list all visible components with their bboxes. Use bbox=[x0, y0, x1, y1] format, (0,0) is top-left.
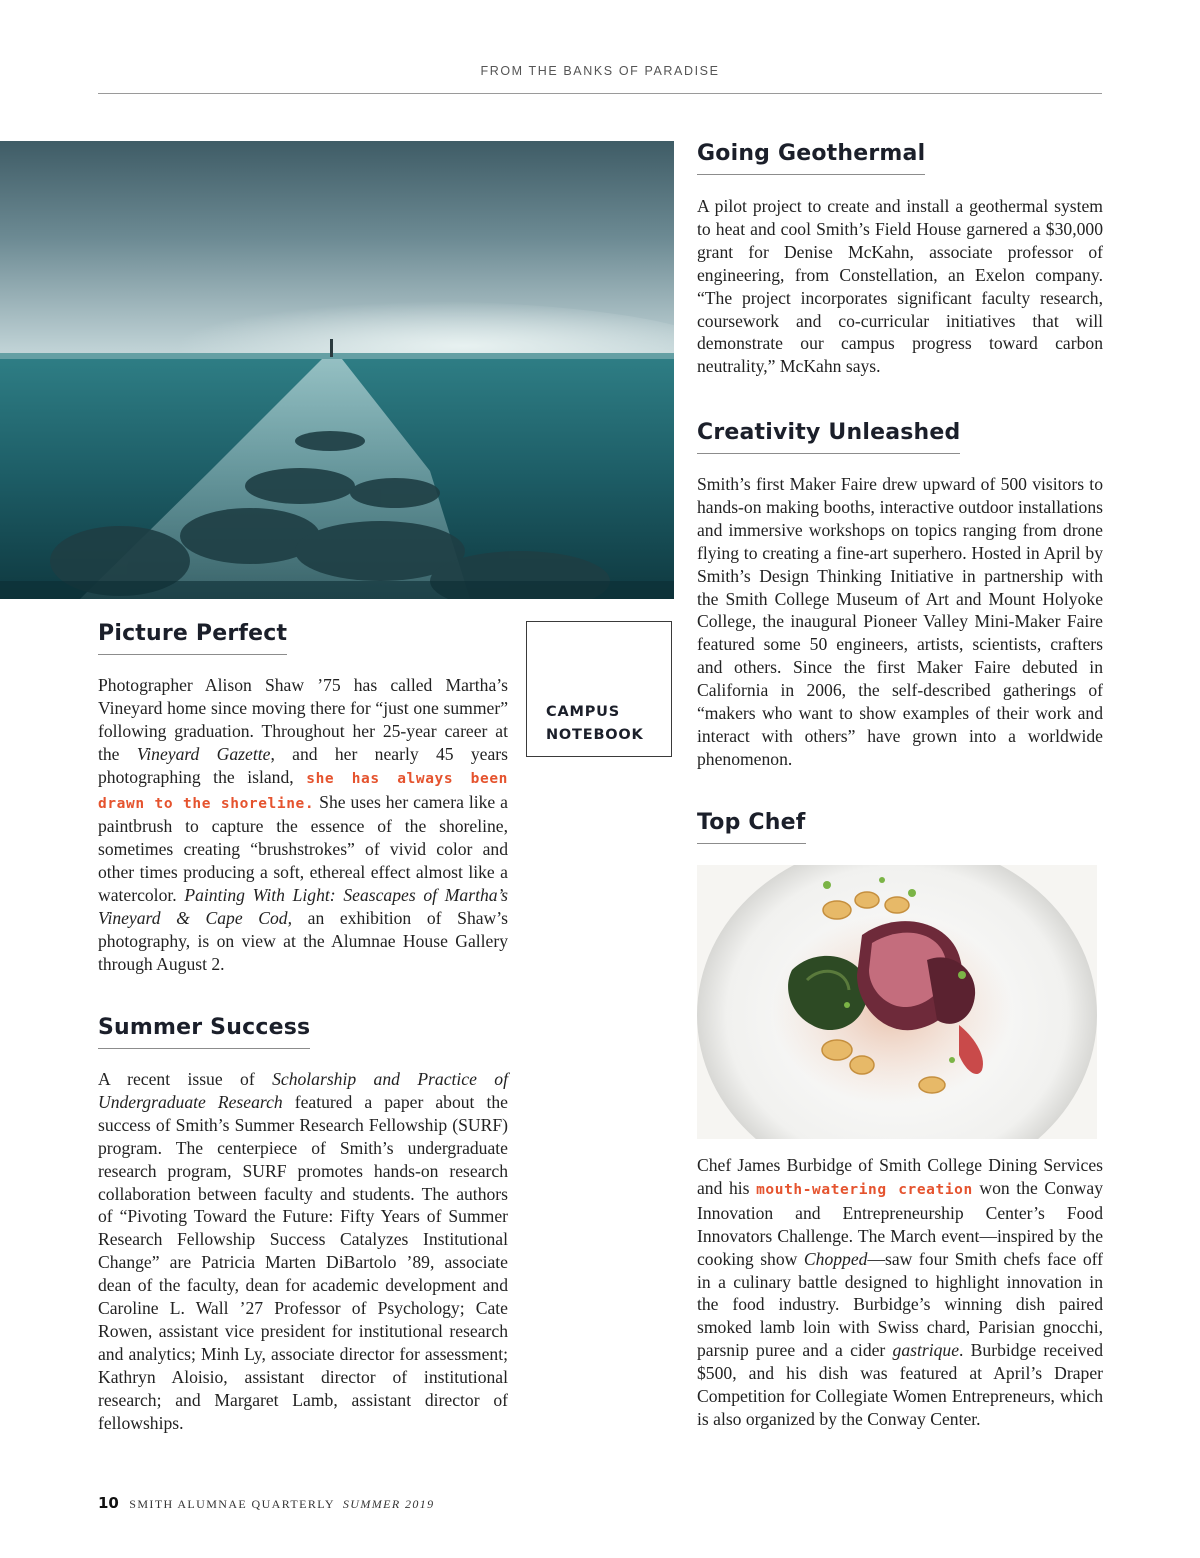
plated-dish-photo bbox=[697, 865, 1097, 1139]
journal-title: Scholarship and Practice of Undergraduate Research bbox=[98, 1069, 508, 1112]
highlight-link[interactable]: she has always been drawn to the shoreline. bbox=[98, 770, 508, 812]
paragraph-summer-success bbox=[98, 1068, 508, 1435]
text-run: won the Conway Innovation and Entrepreneurship Center’s Food Innovators Challenge. The March event—inspired by the cooking show bbox=[697, 1177, 1103, 1269]
heading-going-geothermal: Going Geothermal bbox=[697, 141, 925, 175]
exhibition-title: Painting With Light: Seascapes of Martha’s Vineyard & Cape Cod, bbox=[98, 885, 508, 929]
seascape-photo bbox=[0, 141, 674, 599]
campus-notebook-line2: NOTEBOOK bbox=[546, 727, 644, 743]
publication-name: SMITH ALUMNAE QUARTERLY bbox=[129, 1497, 335, 1511]
text-run: —saw four Smith chefs face off in a culinary battle designed to highlight innovation in the food industry. Burbidge’s winning dish paired smoked lamb loin with Swiss chard, Parisian gnocchi, parsnip puree and a cider bbox=[697, 1248, 1104, 1361]
article-picture-perfect bbox=[98, 621, 508, 976]
article-summer-success bbox=[98, 1015, 508, 1435]
show-title: Chopped bbox=[803, 1248, 868, 1269]
paragraph-going-geothermal: A pilot project to create and install a geothermal system to heat and cool Smith’s Field House garnered a $30,000 grant for Denise McKahn, associate professor of engineering, from Constellation, an Exelon company. “The project incorporates significant faculty research, coursework and co-curricular initiatives that will demonstrate our campus progress toward carbon neutrality,” McKahn says. bbox=[697, 196, 1103, 377]
text-run: , and her nearly 45 years photographing the island, bbox=[98, 743, 508, 787]
heading-creativity-unleashed: Creativity Unleashed bbox=[697, 420, 960, 454]
issue-date: SUMMER 2019 bbox=[342, 1497, 435, 1511]
article-creativity-unleashed bbox=[697, 420, 1103, 771]
text-run: featured a paper about the success of Smith’s Summer Research Fellowship (SURF) program. The centerpiece of Smith’s undergraduate research program, SURF promotes hands-on research collaboration between faculty and students. The authors of “Pivoting Toward the Future: Fifty Years of Summer Research Fellowship Success Catalyzes Institutional Change” are Patricia Marten DiBartolo ’89, associate dean of the faculty, dean for academic development and Caroline L. Wall ’27 Professor of Psychology; Cate Rowen, assistant vice president for institutional research and analytics; Minh Ly, associate director for assessment; Kathryn Aloisio, assistant director of institutional research; and Margaret Lamb, assistant director of fellowships. bbox=[98, 1091, 508, 1433]
page-number: 10 bbox=[98, 1494, 119, 1512]
paragraph-picture-perfect bbox=[98, 674, 508, 976]
campus-notebook-box bbox=[526, 621, 672, 757]
page-footer bbox=[98, 1494, 435, 1512]
heading-picture-perfect: Picture Perfect bbox=[98, 621, 287, 655]
heading-top-chef: Top Chef bbox=[697, 810, 806, 844]
running-head: FROM THE BANKS OF PARADISE bbox=[480, 64, 720, 78]
article-top-chef bbox=[697, 1154, 1103, 1431]
text-run: Chef James Burbidge of Smith College Dining Services and his bbox=[697, 1155, 1103, 1198]
culinary-term: gastrique bbox=[892, 1340, 960, 1361]
header-rule bbox=[98, 93, 1102, 94]
text-run: She uses her camera like a paintbrush to capture the essence of the shoreline, sometimes creating “brushstrokes” of vivid color and other times producing a soft, ethereal effect almost like a watercolor. bbox=[98, 791, 508, 906]
text-run: A recent issue of bbox=[98, 1069, 273, 1089]
heading-summer-success: Summer Success bbox=[98, 1015, 310, 1049]
publication-title: Vineyard Gazette bbox=[136, 743, 271, 764]
text-run: an exhibition of Shaw’s photography, is on view at the Alumnae House Gallery through August 2. bbox=[98, 908, 508, 974]
paragraph-top-chef bbox=[697, 1154, 1103, 1431]
text-run: . Burbidge received $500, and his dish was featured at April’s Draper Competition for Collegiate Women Entrepreneurs, which is also organized by the Conway Center. bbox=[697, 1340, 1103, 1429]
article-top-chef-heading bbox=[697, 810, 1103, 844]
highlight-link[interactable]: mouth-watering creation bbox=[756, 1181, 973, 1198]
paragraph-creativity-unleashed: Smith’s first Maker Faire drew upward of 500 visitors to hands-on making booths, interactive outdoor installations and immersive workshops on topics ranging from drone flying to creating a fine-art superhero. Hosted in April by Smith’s Design Thinking Initiative in partnership with the Smith College Museum of Art and Mount Holyoke College, the inaugural Pioneer Valley Mini-Maker Faire featured some 50 engineers, artists, scientists, crafters and others. Since the first Maker Faire debuted in California in 2006, the self-described gatherings of “makers who want to show examples of their work and interact with others” have grown into a worldwide phenomenon. bbox=[697, 474, 1103, 769]
text-run: Photographer Alison Shaw ’75 has called Martha’s Vineyard home since moving there for “just one summer” following graduation. Throughout her 25-year career at the bbox=[98, 675, 508, 764]
article-going-geothermal bbox=[697, 141, 1103, 378]
campus-notebook-line1: CAMPUS bbox=[546, 704, 620, 720]
